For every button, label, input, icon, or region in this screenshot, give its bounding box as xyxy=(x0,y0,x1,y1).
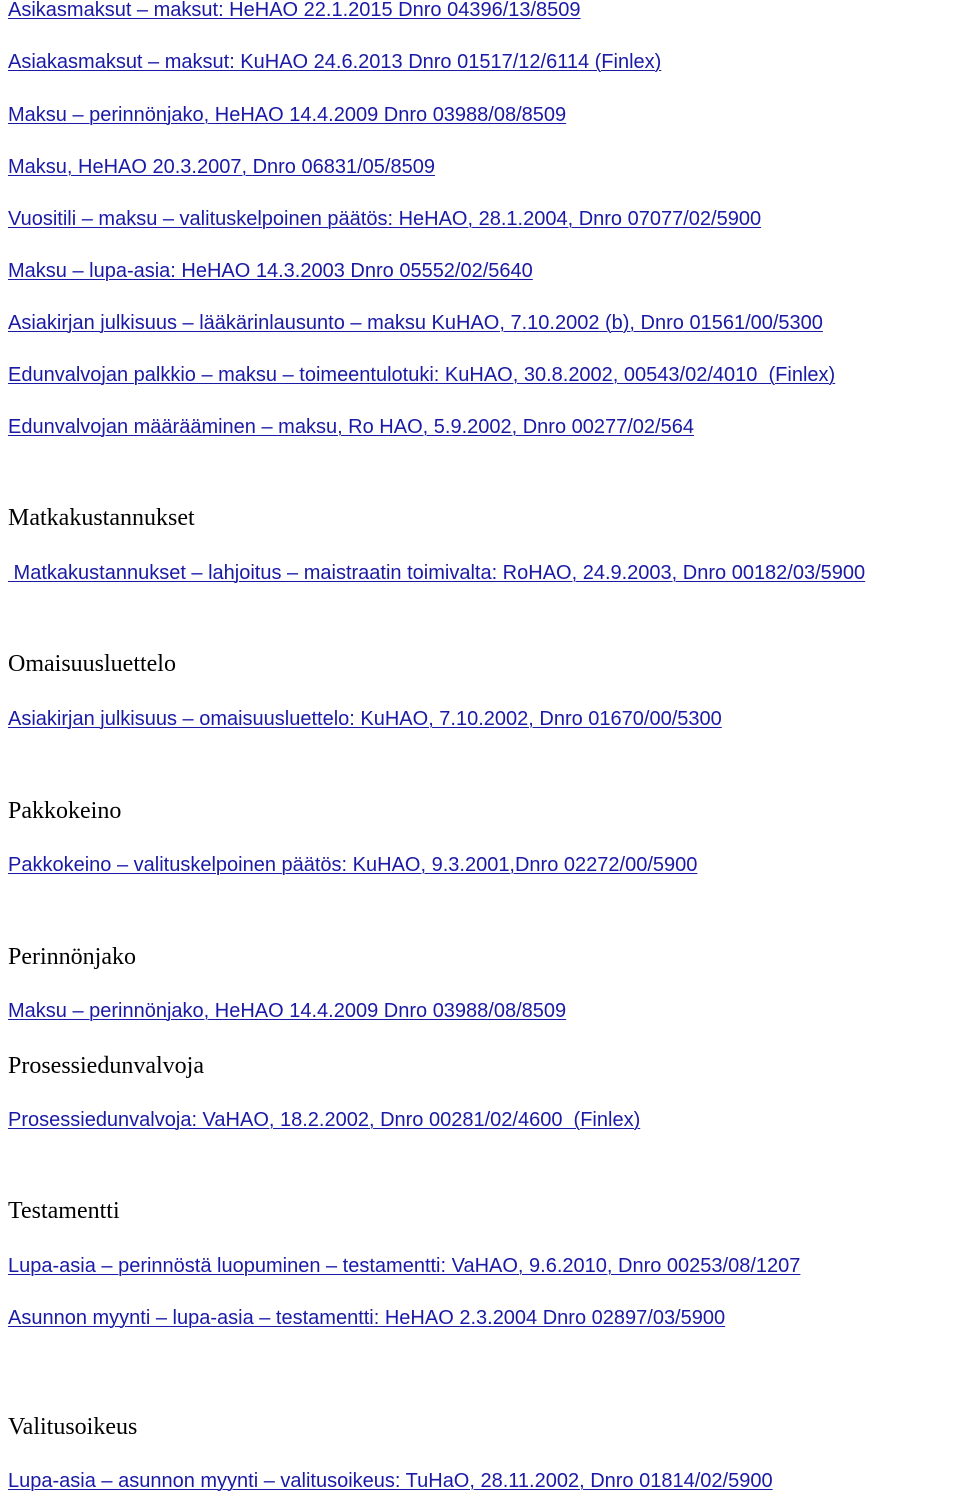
decision-link[interactable]: Edunvalvojan määrääminen – maksu, Ro HAO, 5.9.2002, Dnro 00277/02/564 xyxy=(8,416,694,438)
section-heading-testamentti: Testamentti xyxy=(8,1198,120,1224)
section-heading-perinnonjako: Perinnönjako xyxy=(8,944,136,970)
decision-link[interactable]: Matkakustannukset – lahjoitus – maistraatin toimivalta: RoHAO, 24.9.2003, Dnro 00182/03/5900 xyxy=(8,562,866,584)
decision-link[interactable]: Asiakirjan julkisuus – lääkärinlausunto – maksu KuHAO, 7.10.2002 (b), Dnro 01561/00/5300 xyxy=(8,312,823,334)
decision-link[interactable]: Asiakasmaksut – maksut: KuHAO 24.6.2013 Dnro 01517/12/6114 (Finlex) xyxy=(8,51,662,73)
section-heading-prosessiedunvalvoja: Prosessiedunvalvoja xyxy=(8,1053,204,1079)
section-heading-omaisuusluettelo: Omaisuusluettelo xyxy=(8,651,176,677)
decision-link[interactable]: Asikasmaksut – maksut: HeHAO 22.1.2015 Dnro 04396/13/8509 xyxy=(8,0,581,21)
decision-link[interactable]: Lupa-asia – perinnöstä luopuminen – testamentti: VaHAO, 9.6.2010, Dnro 00253/08/1207 xyxy=(8,1255,801,1277)
decision-link[interactable]: Lupa-asia – asunnon myynti – valitusoikeus: TuHaO, 28.11.2002, Dnro 01814/02/5900 xyxy=(8,1470,773,1492)
decision-link[interactable]: Asunnon myynti – lupa-asia – testamentti: HeHAO 2.3.2004 Dnro 02897/03/5900 xyxy=(8,1307,726,1329)
decision-link[interactable]: Maksu – perinnönjako, HeHAO 14.4.2009 Dnro 03988/08/8509 xyxy=(8,1000,567,1022)
decision-link[interactable]: Maksu – perinnönjako, HeHAO 14.4.2009 Dnro 03988/08/8509 xyxy=(8,104,567,126)
decision-link[interactable]: Edunvalvojan palkkio – maksu – toimeentulotuki: KuHAO, 30.8.2002, 00543/02/4010 (Finlex) xyxy=(8,364,836,386)
decision-link[interactable]: Pakkokeino – valituskelpoinen päätös: KuHAO, 9.3.2001,Dnro 02272/00/5900 xyxy=(8,854,698,876)
decision-link[interactable]: Prosessiedunvalvoja: VaHAO, 18.2.2002, Dnro 00281/02/4600 (Finlex) xyxy=(8,1109,641,1131)
decision-link[interactable]: Vuositili – maksu – valituskelpoinen päätös: HeHAO, 28.1.2004, Dnro 07077/02/5900 xyxy=(8,208,762,230)
decision-link[interactable]: Asiakirjan julkisuus – omaisuusluettelo: KuHAO, 7.10.2002, Dnro 01670/00/5300 xyxy=(8,708,722,730)
decision-link[interactable]: Maksu, HeHAO 20.3.2007, Dnro 06831/05/8509 xyxy=(8,156,435,178)
section-heading-valitusoikeus: Valitusoikeus xyxy=(8,1414,138,1440)
section-heading-matkakustannukset: Matkakustannukset xyxy=(8,505,195,531)
section-heading-pakkokeino: Pakkokeino xyxy=(8,798,122,824)
decision-link[interactable]: Maksu – lupa-asia: HeHAO 14.3.2003 Dnro 05552/02/5640 xyxy=(8,260,533,282)
